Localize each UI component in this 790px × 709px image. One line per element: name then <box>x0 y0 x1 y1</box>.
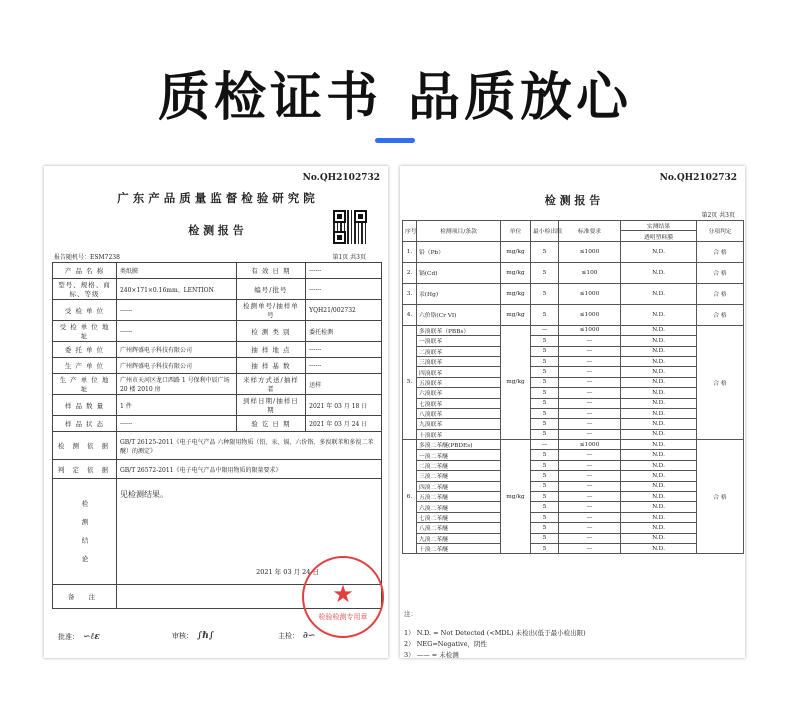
row-judge: 合 格 <box>697 304 744 325</box>
row-req: — <box>559 502 621 512</box>
result-row <box>403 336 744 346</box>
info-value: ------ <box>116 300 236 321</box>
row-result: N.D. <box>621 523 697 533</box>
row-item: 三溴联苯 <box>417 356 501 366</box>
row-item: 九溴联苯 <box>417 419 501 429</box>
row-req: — <box>559 450 621 460</box>
row-req: — <box>559 408 621 418</box>
conclusion-label: 检 测 结 论 <box>53 479 117 585</box>
row-no: 2. <box>403 262 417 283</box>
result-row <box>403 492 744 502</box>
sign-main: 主检： ∂∽ <box>278 631 316 641</box>
row-req: — <box>559 460 621 470</box>
row-result: N.D. <box>621 325 697 335</box>
info-row <box>53 279 382 300</box>
row-mdl: 5 <box>531 481 559 491</box>
row-mdl: 5 <box>531 492 559 502</box>
result-row <box>403 283 744 304</box>
row-item: 五溴联苯 <box>417 377 501 387</box>
row-mdl: 5 <box>531 450 559 460</box>
result-row <box>403 377 744 387</box>
row-result: N.D. <box>621 460 697 470</box>
row-mdl: 5 <box>531 533 559 543</box>
row-result: N.D. <box>621 502 697 512</box>
row-req: — <box>559 377 621 387</box>
row-item: 汞(Hg) <box>417 283 501 304</box>
row-mdl: 5 <box>531 367 559 377</box>
basis-label: 检 测 依 据 <box>53 432 117 460</box>
stamp-star-icon: ★ <box>332 580 354 608</box>
header-result-sub: 透明塑料膜 <box>621 231 697 241</box>
row-req: ≤100 <box>559 262 621 283</box>
row-item: 多溴联苯（PBBs） <box>417 325 501 335</box>
info-value: ------ <box>306 342 382 358</box>
row-mdl: 5 <box>531 283 559 304</box>
accent-bar <box>375 138 415 143</box>
result-row <box>403 241 744 262</box>
group-judge: 合 格 <box>697 325 744 439</box>
header-item: 检测项目/条款 <box>417 221 501 242</box>
row-mdl: 5 <box>531 388 559 398</box>
row-mdl: 5 <box>531 523 559 533</box>
row-req: — <box>559 367 621 377</box>
row-result: N.D. <box>621 481 697 491</box>
basis-value: GB/T 26125-2011《电子电气产品 六种限用物质（铅、汞、镉、六价铬、多溴联苯和多溴二苯醚）的测定》 <box>116 432 381 460</box>
row-result: N.D. <box>621 388 697 398</box>
judge-label: 判 定 依 据 <box>53 460 117 479</box>
row-item: 九溴二苯醚 <box>417 533 501 543</box>
info-label: 来样方式送/抽样者 <box>236 374 306 395</box>
report-title: 检 测 报 告 <box>188 224 244 237</box>
row-item: 六溴二苯醚 <box>417 502 501 512</box>
result-row <box>403 471 744 481</box>
row-result: N.D. <box>621 304 697 325</box>
result-row <box>403 262 744 283</box>
row-result: N.D. <box>621 367 697 377</box>
info-value: 广州市天河区龙口西路 1 号保利中辰广场 20 楼 2010 房 <box>116 374 236 395</box>
info-value: ------ <box>306 358 382 374</box>
row-no: 4. <box>403 304 417 325</box>
note-item: 3） —— = 未检测 <box>404 651 459 659</box>
row-item: 镉(Cd) <box>417 262 501 283</box>
row-item: 一溴二苯醚 <box>417 450 501 460</box>
row-req: — <box>559 429 621 439</box>
result-row <box>403 346 744 356</box>
info-label: 编号/批号 <box>236 279 306 300</box>
info-label: 型号、规格、商标、等级 <box>53 279 117 300</box>
row-result: N.D. <box>621 336 697 346</box>
info-label: 生 产 单 位 <box>53 358 117 374</box>
header-unit: 单位 <box>501 221 531 242</box>
result-row <box>403 450 744 460</box>
sign-review: 审核： ∫ℏ∫ <box>172 631 214 641</box>
info-label: 产 品 名 称 <box>53 263 117 279</box>
row-item: 铅（Pb） <box>417 241 501 262</box>
page-indicator-2: 第2页 共3页 <box>701 212 735 219</box>
info-label: 生 产 单 位 地 址 <box>53 374 117 395</box>
row-judge: 合 格 <box>697 262 744 283</box>
row-mdl: 5 <box>531 408 559 418</box>
row-result: N.D. <box>621 398 697 408</box>
row-req: — <box>559 492 621 502</box>
row-mdl: 5 <box>531 460 559 470</box>
row-result: N.D. <box>621 419 697 429</box>
info-row <box>53 321 382 342</box>
official-stamp <box>302 556 384 638</box>
info-value: YQH21/002732 <box>306 300 382 321</box>
qr-code-icon <box>333 210 367 244</box>
row-item: 一溴联苯 <box>417 336 501 346</box>
info-value: 委托检测 <box>306 321 382 342</box>
row-result: N.D. <box>621 377 697 387</box>
row-req: ≤1000 <box>559 241 621 262</box>
result-row <box>403 523 744 533</box>
info-row <box>53 374 382 395</box>
result-row <box>403 460 744 470</box>
row-mdl: 5 <box>531 512 559 522</box>
info-label: 抽 样 基 数 <box>236 358 306 374</box>
row-mdl: 5 <box>531 356 559 366</box>
notes-list <box>404 628 586 661</box>
result-row <box>403 325 744 335</box>
row-result: N.D. <box>621 262 697 283</box>
row-unit: mg/kg <box>501 262 531 283</box>
result-row <box>403 533 744 543</box>
row-judge: 合 格 <box>697 241 744 262</box>
sign-approve: 批准： ∽ℓε <box>58 632 100 642</box>
result-row <box>403 419 744 429</box>
info-value: 类纸膜 <box>116 263 236 279</box>
row-item: 六溴联苯 <box>417 388 501 398</box>
signature-main-icon: ∂∽ <box>303 631 316 641</box>
info-label: 检测单号/抽样单号 <box>236 300 306 321</box>
header-judge: 分项判定 <box>697 221 744 242</box>
result-row <box>403 481 744 491</box>
header-result: 实测结果 <box>621 221 697 231</box>
result-row <box>403 512 744 522</box>
report-number-2: No.QH2102732 <box>659 173 737 183</box>
info-label: 受 检 单 位 地 址 <box>53 321 117 342</box>
info-value: ------ <box>306 263 382 279</box>
row-mdl: 5 <box>531 304 559 325</box>
result-row <box>403 367 744 377</box>
row-item: 六价铬(Cr VI) <box>417 304 501 325</box>
group-judge: 合 格 <box>697 440 744 554</box>
row-result: N.D. <box>621 512 697 522</box>
row-mdl: 5 <box>531 543 559 553</box>
result-row <box>403 304 744 325</box>
row-unit: mg/kg <box>501 241 531 262</box>
headline-right: 品质放心 <box>408 68 633 128</box>
report-random-id: 报告随机号：ESM7238 <box>54 254 120 261</box>
info-value: ------ <box>116 321 236 342</box>
row-result: N.D. <box>621 543 697 553</box>
note-item: 2） NEG=Negative，阴性 <box>404 640 488 648</box>
row-mdl: 5 <box>531 262 559 283</box>
row-req: — <box>559 512 621 522</box>
note-item: 1） N.D. = Not Detected (<MDL) 未检出(低于最小检出限) <box>404 629 586 637</box>
info-label: 受 检 单 位 <box>53 300 117 321</box>
header-mdl: 最小检出限 <box>531 221 559 242</box>
info-value: 广州辉盛电子科技有限公司 <box>116 358 236 374</box>
row-item: 七溴联苯 <box>417 398 501 408</box>
row-mdl: 5 <box>531 471 559 481</box>
row-item: 二溴联苯 <box>417 346 501 356</box>
institute-name: 广 东 产 品 质 量 监 督 检 验 研 究 院 <box>117 191 315 205</box>
row-req: — <box>559 523 621 533</box>
result-row <box>403 388 744 398</box>
row-req: — <box>559 346 621 356</box>
info-row <box>53 416 382 432</box>
row-item: 十溴联苯 <box>417 429 501 439</box>
header-req: 标准要求 <box>559 221 621 242</box>
info-value: 1 件 <box>116 395 236 416</box>
results-table <box>402 220 744 554</box>
row-req: — <box>559 481 621 491</box>
header-no: 序号 <box>403 221 417 242</box>
row-req: ≤1000 <box>559 283 621 304</box>
row-mdl: 5 <box>531 241 559 262</box>
row-result: N.D. <box>621 408 697 418</box>
info-value: 2021 年 03 月 24 日 <box>306 416 382 432</box>
row-item: 四溴联苯 <box>417 367 501 377</box>
info-label: 样 品 状 态 <box>53 416 117 432</box>
row-unit: mg/kg <box>501 304 531 325</box>
result-row <box>403 429 744 439</box>
row-item: 二溴二苯醚 <box>417 460 501 470</box>
row-result: N.D. <box>621 346 697 356</box>
group-unit: mg/kg <box>501 325 531 439</box>
row-req: — <box>559 533 621 543</box>
report-title-2: 检 测 报 告 <box>544 194 601 207</box>
report-page-2 <box>400 166 745 658</box>
info-label: 样 品 数 量 <box>53 395 117 416</box>
info-row <box>53 395 382 416</box>
row-unit: mg/kg <box>501 283 531 304</box>
result-row <box>403 356 744 366</box>
judge-value: GB/T 26572-2011《电子电气产品中限用物质的限量要求》 <box>116 460 381 479</box>
row-mdl: 5 <box>531 377 559 387</box>
row-no: 3. <box>403 283 417 304</box>
row-result: N.D. <box>621 533 697 543</box>
page-indicator: 第1页 共3页 <box>332 254 366 261</box>
row-judge: 合 格 <box>697 283 744 304</box>
notes-title: 注： <box>404 610 417 618</box>
row-item: 三溴二苯醚 <box>417 471 501 481</box>
headline <box>0 55 790 130</box>
info-label: 到样日期/抽样日期 <box>236 395 306 416</box>
row-item: 多溴二苯醚(PBDEs) <box>417 440 501 450</box>
row-result: N.D. <box>621 356 697 366</box>
row-result: N.D. <box>621 471 697 481</box>
info-label: 验 讫 日 期 <box>236 416 306 432</box>
row-result: N.D. <box>621 429 697 439</box>
conclusion-value: 见检测结果。 <box>119 490 168 499</box>
row-req: ≤1000 <box>559 325 621 335</box>
row-item: 四溴二苯醚 <box>417 481 501 491</box>
row-result: N.D. <box>621 283 697 304</box>
group-unit: mg/kg <box>501 440 531 554</box>
row-req: — <box>559 543 621 553</box>
remarks-label: 备 注 <box>53 585 117 609</box>
row-req: — <box>559 419 621 429</box>
info-label: 委 托 单 位 <box>53 342 117 358</box>
info-value: ------ <box>306 279 382 300</box>
row-item: 七溴二苯醚 <box>417 512 501 522</box>
row-req: — <box>559 356 621 366</box>
row-req: — <box>559 388 621 398</box>
row-req: ≤1000 <box>559 304 621 325</box>
result-row <box>403 408 744 418</box>
signature-review-icon: ∫ℏ∫ <box>197 631 214 641</box>
row-mdl: 5 <box>531 398 559 408</box>
info-value: 240×171×0.16mm、LENTION <box>116 279 236 300</box>
row-item: 八溴联苯 <box>417 408 501 418</box>
info-value: 2021 年 03 月 18 日 <box>306 395 382 416</box>
info-label: 有 效 日 期 <box>236 263 306 279</box>
group-no: 5. <box>403 325 417 439</box>
row-result: N.D. <box>621 492 697 502</box>
signature-approve-icon: ∽ℓε <box>83 632 100 642</box>
info-value: ------ <box>116 416 236 432</box>
group-no: 6. <box>403 440 417 554</box>
info-value: 广州辉盛电子科技有限公司 <box>116 342 236 358</box>
report-page-1 <box>44 166 388 658</box>
info-row <box>53 342 382 358</box>
row-result: N.D. <box>621 241 697 262</box>
row-result: N.D. <box>621 440 697 450</box>
row-mdl: 5 <box>531 336 559 346</box>
stamp-text: 检验检测专用章 <box>318 613 368 621</box>
row-mdl: — <box>531 440 559 450</box>
report-number: No.QH2102732 <box>302 173 380 183</box>
info-label: 检 测 类 别 <box>236 321 306 342</box>
row-mdl: 5 <box>531 419 559 429</box>
row-item: 八溴二苯醚 <box>417 523 501 533</box>
row-mdl: 5 <box>531 346 559 356</box>
row-item: 五溴二苯醚 <box>417 492 501 502</box>
result-row <box>403 398 744 408</box>
row-mdl: 5 <box>531 429 559 439</box>
result-row <box>403 440 744 450</box>
conclusion-date: 2021 年 03 月 24 日 <box>256 568 319 576</box>
result-row <box>403 502 744 512</box>
row-no: 1. <box>403 241 417 262</box>
row-req: — <box>559 336 621 346</box>
info-label: 抽 样 地 点 <box>236 342 306 358</box>
row-mdl: — <box>531 325 559 335</box>
info-row <box>53 358 382 374</box>
row-req: — <box>559 471 621 481</box>
row-req: ≤1000 <box>559 440 621 450</box>
info-value: 送样 <box>306 374 382 395</box>
row-result: N.D. <box>621 450 697 460</box>
info-row <box>53 263 382 279</box>
row-mdl: 5 <box>531 502 559 512</box>
headline-left: 质检证书 <box>157 68 382 128</box>
info-row <box>53 300 382 321</box>
row-item: 十溴二苯醚 <box>417 543 501 553</box>
result-row <box>403 543 744 553</box>
row-req: — <box>559 398 621 408</box>
